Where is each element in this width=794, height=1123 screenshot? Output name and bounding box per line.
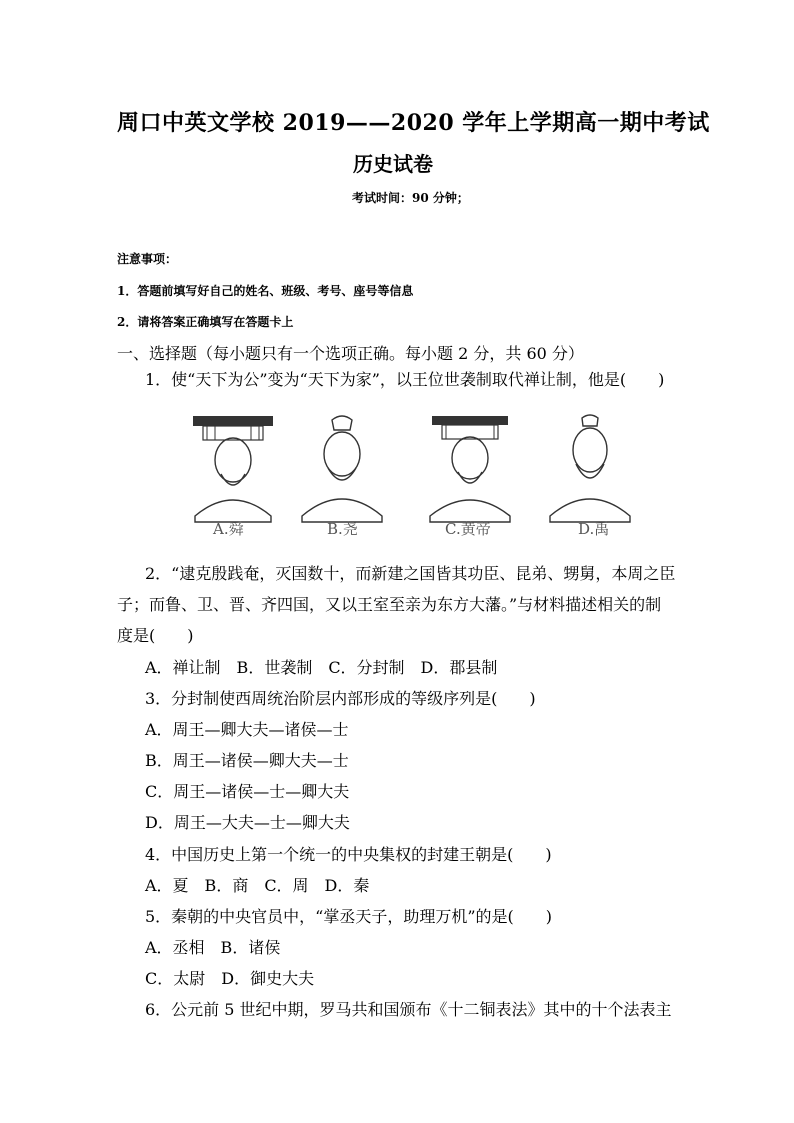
portrait-huangdi: [420, 412, 520, 540]
question-2-line: 度是( ): [117, 626, 194, 645]
question-1-stem: 1．使“天下为公”变为“天下为家”，以王位世袭制取代禅让制，他是( ): [145, 370, 665, 389]
portrait-shun: [183, 412, 283, 540]
note-item: 1．答题前填写好自己的姓名、班级、考号、座号等信息: [117, 284, 414, 298]
question-2-line: 2．“逮克殷践奄，灭国数十，而新建之国皆其功臣、昆弟、甥舅，本周之臣: [145, 564, 676, 583]
question-5-option: C．太尉 D．御史大夫: [145, 969, 315, 988]
question-2-options: A．禅让制 B．世袭制 C．分封制 D．郡县制: [145, 658, 498, 677]
question-5-option: A．丞相 B．诸侯: [145, 938, 281, 957]
question-3-option: A．周王—卿大夫—诸侯—士: [145, 720, 349, 739]
exam-time: 考试时间：90 分钟；: [352, 191, 469, 205]
image-option-label: B.尧: [327, 520, 358, 538]
image-option-label: A.舜: [213, 520, 244, 538]
portrait-yao: [292, 412, 392, 540]
notes-heading: 注意事项：: [117, 252, 178, 266]
question-3-stem: 3．分封制使西周统治阶层内部形成的等级序列是( ): [145, 689, 536, 708]
question-2-line: 子；而鲁、卫、晋、齐四国，又以王室至亲为东方大藩。”与材料描述相关的制: [117, 595, 662, 614]
note-item: 2．请将答案正确填写在答题卡上: [117, 315, 294, 329]
exam-subtitle: 历史试卷: [353, 152, 433, 176]
question-3-option: D．周王—大夫—士—卿大夫: [145, 813, 350, 832]
question-3-option: B．周王—诸侯—卿大夫—士: [145, 751, 349, 770]
question-4-options: A．夏 B．商 C．周 D．秦: [145, 876, 370, 895]
image-option-label: C.黄帝: [445, 520, 491, 538]
portrait-yu: [540, 412, 640, 540]
question-3-option: C．周王—诸侯—士—卿大夫: [145, 782, 350, 801]
exam-title: 周口中英文学校 2019——2020 学年上学期高一期中考试: [117, 110, 710, 136]
question-6-stem: 6．公元前 5 世纪中期，罗马共和国颁布《十二铜表法》其中的十个法表主: [145, 1000, 672, 1019]
question-5-stem: 5．秦朝的中央官员中，“掌丞天子，助理万机”的是( ): [145, 907, 553, 926]
section-heading: 一、选择题（每小题只有一个选项正确。每小题 2 分，共 60 分）: [117, 344, 584, 363]
image-option-label: D.禹: [578, 520, 610, 538]
question-4-stem: 4．中国历史上第一个统一的中央集权的封建王朝是( ): [145, 845, 552, 864]
